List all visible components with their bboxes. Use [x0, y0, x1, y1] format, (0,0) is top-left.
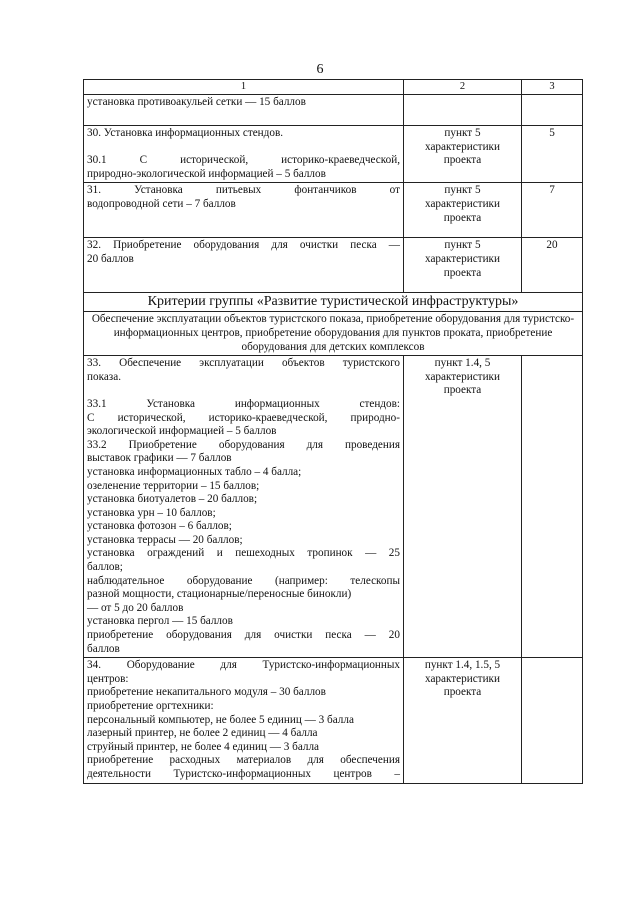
criterion-line: установка террасы — 20 баллов; [87, 533, 243, 546]
criterion-line: установка противоакульей сетки — 15 баллов [87, 96, 306, 108]
criterion-line: выставок графики — 7 баллов [87, 452, 232, 465]
criterion-line: наблюдательное оборудование (например: телескопы [87, 574, 400, 587]
criterion-line: 20 баллов [87, 252, 134, 265]
section-subtitle-row [84, 312, 583, 356]
section-subtitle: Обеспечение эксплуатации объектов туристского показа, приобретение оборудования для туристско-информационных центров, приобретение оборудования для пунктов проката, приобретение оборудования для детских комплексов [84, 312, 583, 356]
criterion-cell [84, 238, 404, 293]
criterion-line: 34. Оборудование для Туристско-информационных [87, 659, 400, 672]
criterion-line: установка фотозон – 6 баллов; [87, 520, 232, 533]
criterion-line: природно-экологической информацией – 5 баллов [87, 167, 326, 180]
reference-cell: пункт 5 характеристики проекта [404, 126, 522, 183]
score-cell: 20 [522, 238, 583, 293]
score-cell [522, 658, 583, 783]
criterion-line: 31. Установка питьевых фонтанчиков от [87, 184, 400, 197]
criterion-line: установка урн – 10 баллов; [87, 506, 216, 519]
criterion-line: центров: [87, 672, 129, 685]
criterion-line: установка пергол — 15 баллов [87, 615, 233, 628]
score-cell: 7 [522, 183, 583, 238]
table-row [84, 95, 583, 126]
criterion-line: установка ограждений и пешеходных тропинок — 25 [87, 547, 400, 560]
criterion-line: приобретение расходных материалов для обеспечения [87, 754, 400, 767]
criterion-line: 33.1 Установка информационных стендов: [87, 397, 400, 410]
criterion-line: приобретение некапитального модуля – 30 баллов [87, 686, 326, 699]
criterion-line: 30.1 С исторической, историко-краеведческой, [87, 154, 400, 167]
score-cell: 5 [522, 126, 583, 183]
header-row [84, 80, 583, 95]
criterion-line: струйный принтер, не более 4 единиц — 3 балла [87, 740, 320, 753]
section-title-row [84, 293, 583, 312]
criterion-line: экологической информацией – 5 баллов [87, 425, 277, 438]
criterion-cell [84, 95, 404, 126]
score-cell [522, 95, 583, 126]
criterion-line: лазерный принтер, не более 2 единиц — 4 балла [87, 727, 318, 740]
criterion-line: установка информационных табло – 4 балла; [87, 465, 302, 478]
section-title: Критерии группы «Развитие туристической инфраструктуры» [84, 293, 583, 312]
table-row [84, 238, 583, 293]
reference-cell: пункт 1.4, 1.5, 5 характеристики проекта [404, 658, 522, 783]
page-number: 6 [316, 62, 324, 77]
criterion-line: установка биотуалетов – 20 баллов; [87, 493, 258, 506]
criterion-line: — от 5 до 20 баллов [87, 601, 184, 614]
criterion-line: С исторической, историко-краеведческой, природно- [87, 411, 400, 424]
criterion-line: 33. Обеспечение эксплуатации объектов туристского [87, 357, 400, 370]
criterion-line: баллов; [87, 561, 123, 574]
blank-line [87, 141, 400, 155]
table-row [84, 126, 583, 183]
criterion-line: показа. [87, 370, 121, 383]
criterion-line: приобретение оборудования для очистки песка — 20 [87, 629, 400, 642]
header-cell-2: 2 [404, 80, 522, 95]
criterion-cell [84, 126, 404, 183]
criterion-line: 30. Установка информационных стендов. [87, 127, 284, 139]
criterion-cell [84, 658, 404, 783]
criterion-line: баллов [87, 642, 120, 655]
reference-cell: пункт 5 характеристики проекта [404, 238, 522, 293]
reference-cell: пункт 5 характеристики проекта [404, 183, 522, 238]
blank-line [87, 384, 400, 398]
criteria-table [83, 79, 583, 784]
criterion-line: приобретение оргтехники: [87, 700, 214, 712]
table-row [84, 183, 583, 238]
score-cell [522, 356, 583, 658]
criterion-line: водопроводной сети – 7 баллов [87, 197, 236, 210]
criteria-table-body [84, 80, 583, 784]
criterion-line: деятельности Туристско-информационных центров – [87, 767, 400, 780]
criterion-line: 32. Приобретение оборудования для очистки песка — [87, 239, 400, 252]
reference-cell: пункт 1.4, 5 характеристики проекта [404, 356, 522, 658]
header-cell-1: 1 [84, 80, 404, 95]
criterion-line: озеленение территории – 15 баллов; [87, 479, 260, 492]
reference-cell [404, 95, 522, 126]
criterion-cell [84, 356, 404, 658]
header-cell-3: 3 [522, 80, 583, 95]
criterion-line: 33.2 Приобретение оборудования для проведения [87, 438, 400, 451]
criterion-line: персональный компьютер, не более 5 единиц — 3 балла [87, 713, 354, 726]
table-row [84, 658, 583, 783]
criterion-cell [84, 183, 404, 238]
criterion-line: разной мощности, стационарные/переносные бинокли) [87, 588, 352, 601]
table-row [84, 356, 583, 658]
